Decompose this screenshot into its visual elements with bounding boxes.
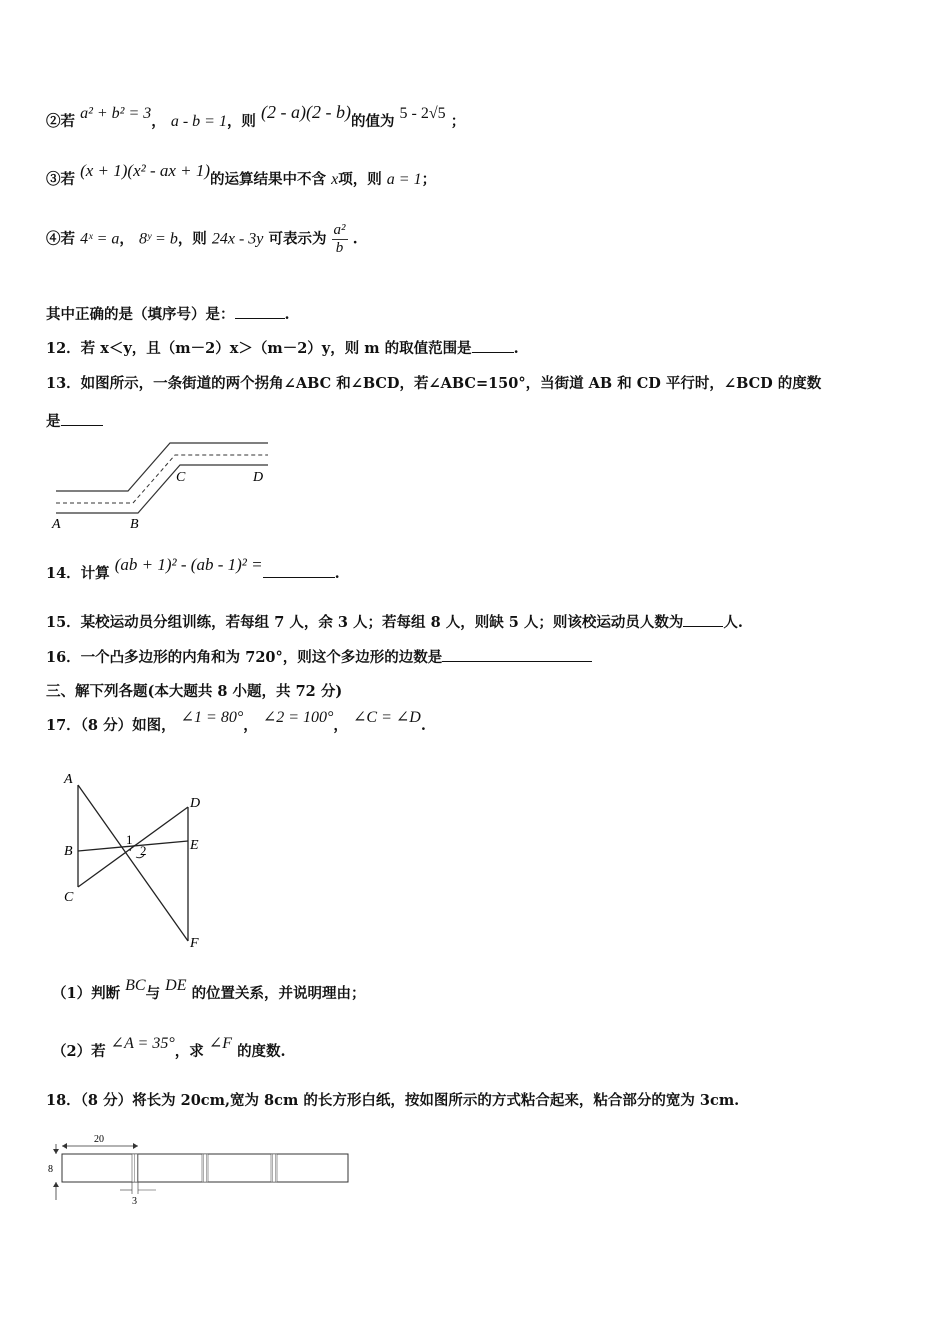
arrow-up-icon: [53, 1182, 59, 1187]
overlap-label: 3: [132, 1196, 137, 1207]
sep: ，: [151, 113, 166, 130]
text: 项，则: [338, 171, 382, 188]
street-lower-edge: [56, 465, 268, 513]
statement-4: [46, 222, 358, 257]
label-F: F: [190, 936, 199, 951]
width-label: 8: [48, 1164, 53, 1175]
math-expr: (2 - a)(2 - b): [261, 102, 351, 122]
math-expr: ∠2 = 100°: [262, 709, 334, 726]
math-expr: 4ˣ = a: [80, 230, 120, 248]
overlap-1: [132, 1154, 138, 1182]
question-17-part-1: [52, 977, 366, 1003]
label-C: C: [176, 470, 186, 485]
label-A: A: [64, 772, 73, 787]
question-13-line2: [46, 410, 103, 431]
marker: ②若: [46, 113, 75, 130]
street-figure: [48, 436, 278, 536]
text: 的运算结果中不含: [210, 171, 327, 188]
question-14: [46, 555, 340, 583]
math-expr: 24x - 3y: [211, 230, 264, 248]
question-16: [46, 646, 592, 667]
street-upper-edge: [56, 443, 268, 491]
text: 15．某校运动员分组训练，若每组 7 人，余 3 人；若每组 8 人，则缺 5 人；则该校运动员人数为: [46, 614, 684, 631]
line-CD: [78, 807, 188, 887]
label-B: B: [130, 517, 139, 532]
marker: ③若: [46, 171, 75, 188]
text: （2）若: [52, 1043, 106, 1060]
math-expr: (ab + 1)² - (ab - 1)² =: [114, 555, 263, 574]
text: 可表示为: [268, 230, 327, 248]
fraction-numerator: a²: [333, 222, 346, 238]
text: 13．如图所示，一条街道的两个拐角∠ABC 和∠BCD，若∠ABC=150°，当街道 AB 和 CD 平行时，∠BCD 的度数: [46, 375, 822, 392]
text: 的度数.: [237, 1043, 286, 1060]
length-label: 20: [94, 1134, 104, 1145]
sep: ，: [333, 717, 348, 734]
question-13: [46, 372, 821, 393]
math-expr: BC: [125, 977, 146, 994]
text: 人.: [723, 614, 743, 631]
label-angle-2: 2: [140, 843, 147, 858]
text: （1）判断: [52, 985, 121, 1002]
question-15: [46, 611, 743, 632]
answer-blank: [683, 625, 723, 627]
angles-figure: [60, 765, 220, 955]
math-expr: (x + 1)(x² - ax + 1): [80, 161, 211, 180]
label-D: D: [253, 470, 264, 485]
correct-statements-question: [46, 303, 290, 324]
section-heading: [46, 680, 342, 701]
answer-blank: [472, 351, 514, 353]
text: .: [352, 230, 358, 248]
text: .: [513, 340, 519, 357]
question-17-part-2: [52, 1035, 286, 1061]
text: 其中正确的是（填序号）是：: [46, 306, 235, 323]
text: 三、解下列各题(本大题共 8 小题，共 72 分): [46, 683, 343, 700]
text: .: [420, 717, 426, 734]
text: ；: [421, 171, 437, 188]
text: 16．一个凸多边形的内角和为 720°，则这个多边形的边数是: [46, 649, 443, 666]
label-D: D: [190, 796, 201, 811]
math-expr: ∠1 = 80°: [180, 709, 244, 726]
answer-blank: [263, 576, 335, 578]
math-expr: a - b = 1: [170, 113, 227, 130]
text: 的位置关系，并说明理由；: [191, 985, 366, 1002]
label-C: C: [64, 890, 74, 905]
text: .: [284, 306, 290, 323]
fraction-denominator: b: [335, 240, 344, 256]
math-expr: 8ʸ = b: [138, 230, 178, 248]
arrow-left-icon: [62, 1143, 67, 1149]
text: 18．（8 分）将长为 20cm,宽为 8cm 的长方形白纸，按如图所示的方式粘合起来，粘合部分的宽为 3cm.: [46, 1092, 740, 1109]
marker: ④若: [46, 230, 75, 248]
label-angle-1: 1: [126, 832, 133, 847]
statement-3: [46, 161, 437, 189]
text: .: [334, 565, 340, 582]
text: ，则: [177, 230, 207, 248]
question-12: [46, 337, 519, 358]
text: ，则: [226, 113, 256, 130]
text: 是: [46, 413, 61, 430]
question-18: [46, 1089, 739, 1110]
text: 14．计算: [46, 565, 110, 582]
math-expr: ∠C = ∠D: [352, 709, 421, 726]
statement-2: [46, 102, 466, 131]
question-17: [46, 709, 426, 735]
math-expr: 5 - 2√5: [399, 105, 446, 122]
math-expr: a = 1: [386, 171, 422, 188]
math-expr: ∠A = 35°: [110, 1035, 175, 1052]
text: 与: [145, 985, 161, 1002]
label-E: E: [190, 838, 199, 853]
math-expr: DE: [165, 977, 187, 994]
arrow-down-icon: [53, 1149, 59, 1154]
text: 的值为: [350, 113, 395, 130]
math-expr: x: [331, 171, 339, 188]
label-A: A: [52, 517, 61, 532]
label-B: B: [64, 844, 73, 859]
sep: ，: [119, 230, 134, 248]
sep: ，: [243, 717, 258, 734]
overlap-3: [271, 1154, 277, 1182]
fraction: [332, 222, 348, 257]
math-expr: ∠F: [208, 1035, 232, 1052]
text: ，求: [174, 1043, 204, 1060]
line-AF: [78, 785, 188, 941]
text: 17．（8 分）如图，: [46, 717, 176, 734]
street-center-dashed: [56, 455, 268, 503]
answer-blank: [235, 317, 285, 319]
overlap-2: [202, 1154, 208, 1182]
paper-strip-figure: [44, 1128, 354, 1208]
answer-blank: [61, 424, 103, 426]
text: ；: [450, 113, 466, 130]
arrow-right-icon: [133, 1143, 138, 1149]
answer-blank: [442, 660, 592, 662]
math-expr: a² + b² = 3: [80, 105, 152, 122]
text: 12．若 x＜y，且（m－2）x＞（m－2）y，则 m 的取值范围是: [46, 340, 472, 357]
